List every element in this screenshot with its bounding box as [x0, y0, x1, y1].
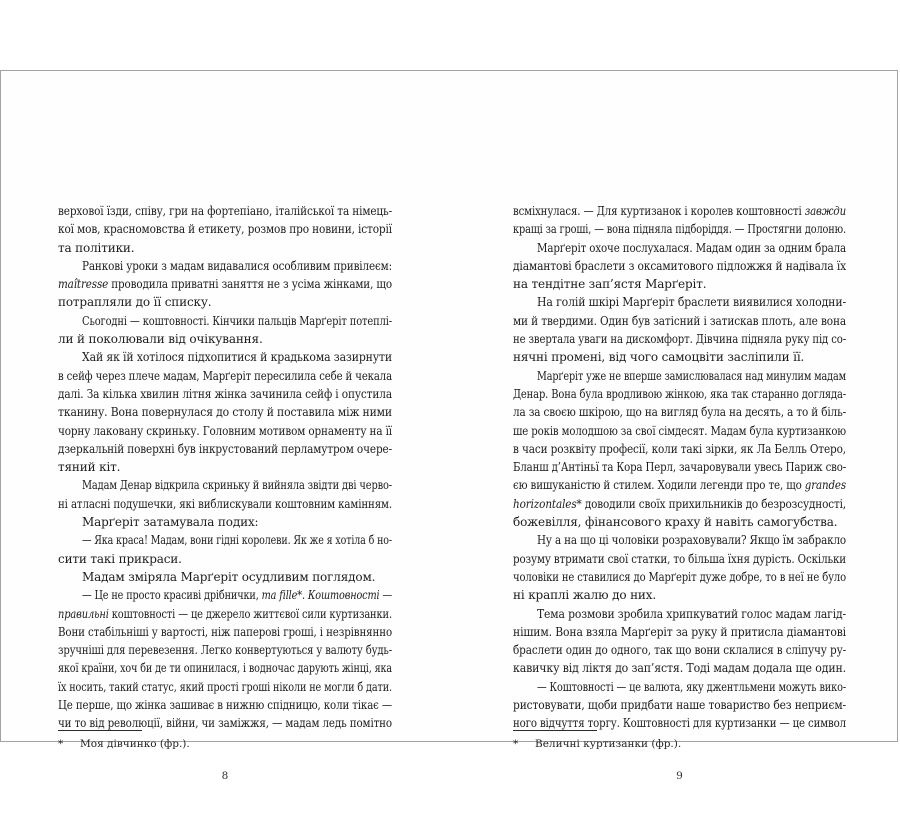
text-line: Вони стабільніші у вартості, ніж паперові гроші, і незрівнянно: [58, 624, 392, 639]
text-line: Бланш д’Антіньї та Кора Перл, зачаровували увесь Париж сво-: [513, 460, 846, 475]
page-number-right: 9: [676, 770, 683, 782]
footnote-rule: [513, 730, 597, 731]
text-line: ла за своєю шкірою, що на вигляд була на десять, а то й біль-: [513, 405, 846, 420]
text-line: не звертала уваги на дискомфорт. Дівчина підняла руку під со-: [513, 332, 846, 347]
footnote-left: [58, 730, 392, 750]
text-line: дзеркальній поверхні був інкрустований перламутром очере-: [58, 441, 392, 456]
text-line: божевілля, фінансового краху й навіть самогубства.: [513, 515, 838, 530]
text-line: кої мов, красномовства й етикету, розмов про новини, історії: [58, 222, 392, 237]
text-line: чоловіки не ставилися до Марґеріт дуже добре, то в неї не було: [513, 569, 846, 584]
text-line: ли й поколювали від очікування.: [58, 332, 263, 347]
text-line: Хай як їй хотілося підхопитися й крадькома зазирнути: [82, 350, 392, 365]
text-line: нячні промені, від чого самоцвіти засліпили її.: [513, 350, 805, 365]
text-line: Ну а на що ці чоловіки розраховували? Якщо їм забракло: [537, 533, 846, 548]
text-line: на тендітне зап’ястя Марґеріт.: [513, 277, 707, 292]
text-line: нішим. Вона взяла Марґеріт за руку й притисла діамантові: [513, 624, 846, 639]
text-column-right: [513, 202, 846, 733]
text-line: верхової їзди, співу, гри на фортепіано, італійської та німець-: [58, 204, 392, 218]
text-line: потрапляли до її списку.: [58, 295, 212, 310]
footnote-right: [513, 730, 846, 750]
text-line: правильні коштовності — це джерело життєвої сили куртизанки.: [58, 606, 393, 621]
text-line: Сьогодні — коштовності. Кінчики пальців Марґеріт потеплі-: [82, 313, 392, 328]
text-line: ні краплі жалю до них.: [513, 588, 657, 603]
text-line: якої країни, хоч би де ти опинилася, і водночас дарують жінці, яка: [58, 661, 392, 676]
text-line: Марґеріт уже не вперше замислювалася над минулим мадам: [537, 368, 846, 383]
text-line: чи то від революції, війни, чи заміжжя, — мадам ледь помітно: [58, 716, 392, 731]
text-line: чорну лаковану скриньку. Головним мотивом орнаменту на її: [58, 423, 392, 438]
text-line: Тема розмови зробила хрипкуватий голос мадам лагід-: [537, 606, 846, 621]
text-line: Мадам зміряла Марґеріт осудливим поглядом.: [82, 569, 376, 584]
text-line: — Це не просто красиві дрібнички, ma fille*. Коштовності —: [82, 588, 392, 603]
text-line: розуму втримати свої статки, то більша їхня дурість. Оскільки: [513, 551, 846, 566]
page-number-left: 8: [221, 770, 229, 782]
text-line: ного відчуття торгу. Коштовності для куртизанки — це символ: [513, 716, 846, 731]
text-line: Денар. Вона була вродливою жінкою, яка так старанно догляда-: [513, 386, 846, 401]
footnote-marker: *: [513, 738, 519, 750]
page-frame: [0, 70, 898, 782]
text-line: На голій шкірі Марґеріт браслети виявилися холодни-: [537, 295, 846, 310]
text-line: єю вишуканістю й стилем. Ходили легенди про те, що grandes: [513, 478, 846, 493]
footnote-marker: *: [58, 738, 64, 750]
text-line: Марґеріт охоче послухалася. Мадам один за одним брала: [537, 240, 846, 255]
text-line: далі. За кілька хвилин літня жінка зачинила сейф і опустила: [58, 386, 392, 401]
footnote-text: Моя дівчинко (фр.).: [80, 738, 190, 750]
text-line: ні атласні подушечки, які виблискували коштовним камінням.: [58, 496, 392, 511]
text-line: — Яка краса! Мадам, вони гідні королеви. Як же я хотіла б но-: [82, 533, 392, 548]
text-line: в часи розквіту професії, коли такі зірки, як Ла Белль Отеро,: [513, 441, 846, 456]
footnote-rule: [58, 730, 142, 731]
text-line: ристовувати, щоби придбати наше товариство без неприєм-: [513, 698, 846, 713]
text-line: maîtresse проводила приватні заняття не з усіма жінками, що: [58, 277, 393, 292]
text-line: сити такі прикраси.: [58, 551, 182, 566]
text-line: Мадам Денар відкрила скриньку й вийняла звідти дві черво-: [82, 478, 392, 493]
text-line: всміхнулася. — Для куртизанок і королев коштовності завжди: [513, 204, 846, 218]
text-line: horizontales* доводили своїх прихильників до безрозсудності,: [513, 496, 846, 511]
text-line: кавичку від ліктя до зап’ястя. Тоді мадам додала ще один.: [513, 661, 846, 676]
text-line: ше років молодшою за свої сімдесят. Мадам була куртизанкою: [513, 423, 846, 438]
text-line: Марґеріт затамувала подих:: [82, 515, 259, 530]
text-column-left: [58, 202, 392, 733]
text-line: в сейф через плече мадам, Марґеріт пересилила себе й чекала: [58, 368, 392, 383]
text-line: зручніші для перевезення. Легко конвертуються у валюту будь-: [58, 643, 392, 658]
text-line: браслети один до одного, так що вони склалися в сліпучу ру-: [513, 643, 846, 658]
text-line: тяний кіт.: [58, 460, 121, 475]
text-line: ми й твердими. Один був затісний і затискав плоть, але вона: [513, 313, 846, 328]
text-line: їх носить, такий статус, який прості гроші ніколи не могли б дати.: [58, 679, 392, 694]
text-line: та політики.: [58, 240, 135, 255]
text-line: Ранкові уроки з мадам видавалися особливим привілеєм:: [82, 258, 392, 273]
text-line: Це перше, що жінка зашиває в нижню спідницю, коли тікає —: [58, 698, 392, 713]
text-line: тканину. Вона повернулася до столу й поставила між ними: [58, 405, 392, 420]
text-line: кращі за гроші, — вона підняла підборіддя. — Простягни долоню.: [513, 222, 846, 237]
footnote-text: Величні куртизанки (фр.).: [535, 738, 682, 750]
text-line: — Коштовності — це валюта, яку джентльмени можуть вико-: [537, 679, 846, 694]
text-line: діамантові браслети з оксамитового підложжя й надівала їх: [513, 258, 846, 273]
